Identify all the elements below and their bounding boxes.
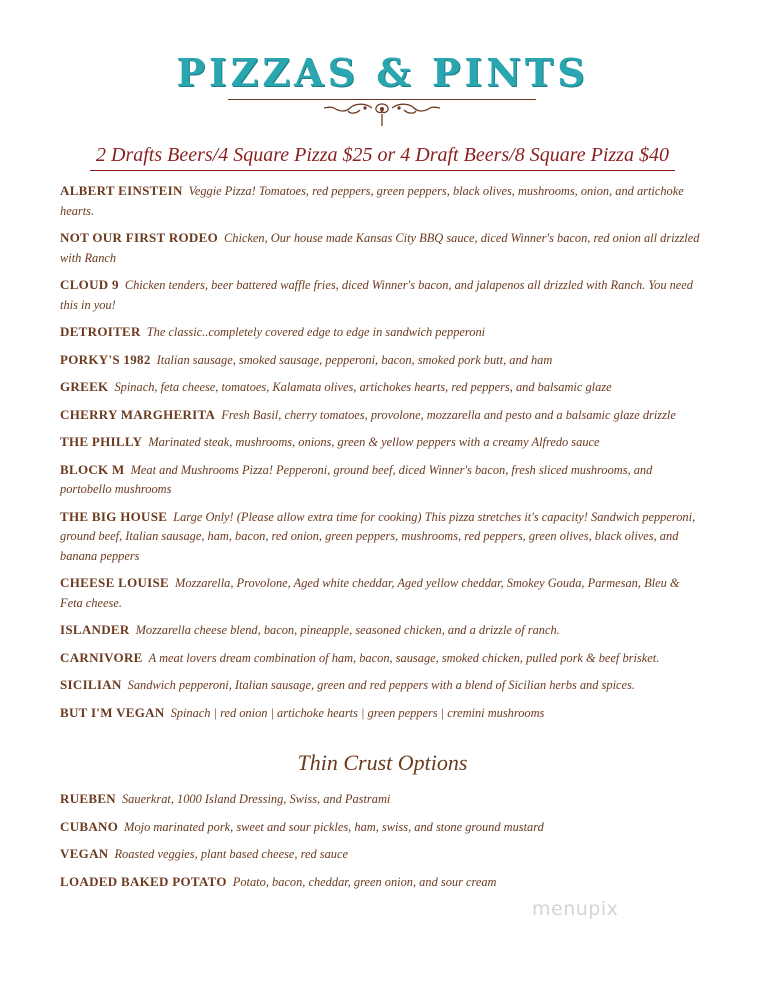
- item-name: CHEESE LOUISE: [60, 575, 170, 590]
- item-desc: Potato, bacon, cheddar, green onion, and sour cream: [232, 874, 497, 889]
- item-desc: Spinach | red onion | artichoke hearts | green peppers | cremini mushrooms: [170, 705, 545, 720]
- item-desc: Roasted veggies, plant based cheese, red sauce: [114, 847, 348, 861]
- item-desc: Sandwich pepperoni, Italian sausage, green and red peppers with a blend of Sicilian herbs and spices.: [127, 678, 635, 692]
- menu-item: [60, 507, 705, 567]
- item-desc: Chicken tenders, beer battered waffle fries, diced Winner's bacon, and jalapenos all drizzled with Ranch. You need this in you!: [60, 278, 694, 312]
- item-name: THE PHILLY: [60, 434, 143, 449]
- menu-item: [60, 350, 705, 371]
- item-name: SICILIAN: [60, 677, 122, 692]
- item-desc: Italian sausage, smoked sausage, pepperoni, bacon, smoked pork butt, and ham: [156, 352, 553, 367]
- menu-item: [60, 432, 705, 453]
- item-name: CHERRY MARGHERITA: [60, 406, 216, 422]
- menu-item: [60, 322, 705, 343]
- item-desc: Sauerkrat, 1000 Island Dressing, Swiss, and Pastrami: [121, 792, 391, 806]
- menu-item: [60, 181, 705, 221]
- item-name: CLOUD 9: [60, 277, 119, 292]
- menu-item: [60, 405, 705, 426]
- menu-item: [60, 275, 705, 315]
- item-name: CARNIVORE: [60, 649, 143, 665]
- menu-item: [60, 872, 705, 893]
- menu-title: PIZZAS & PINTS: [176, 50, 589, 95]
- item-desc: Mozzarella, Provolone, Aged white cheddar, Aged yellow cheddar, Smokey Gouda, Parmesan, Bleu & Feta cheese.: [60, 576, 680, 610]
- item-desc: Chicken, Our house made Kansas City BBQ sauce, diced Winner's bacon, red onion all drizzled with Ranch: [60, 231, 700, 265]
- menu-item: [60, 817, 705, 838]
- item-name: CUBANO: [60, 818, 119, 834]
- item-name: GREEK: [60, 379, 109, 394]
- item-name: DETROITER: [60, 324, 141, 339]
- item-desc: A meat lovers dream combination of ham, bacon, sausage, smoked chicken, pulled pork & beef brisket.: [148, 650, 660, 665]
- item-desc: Large Only! (Please allow extra time for cooking) This pizza stretches it's capacity! Sandwich pepperoni, ground beef, Italian sausage, ham, bacon, red onion, green peppers, mushrooms, red peppers, green olives, black olives, and banana peppers: [60, 509, 696, 563]
- menu-item: [60, 789, 705, 810]
- item-desc: Marinated steak, mushrooms, onions, green & yellow peppers with a creamy Alfredo sauce: [148, 435, 600, 449]
- item-desc: The classic..completely covered edge to edge in sandwich pepperoni: [146, 325, 486, 339]
- item-desc: Meat and Mushrooms Pizza! Pepperoni, ground beef, diced Winner's bacon, fresh sliced mushrooms, and portobello mushrooms: [60, 462, 653, 496]
- menu-item: [60, 844, 705, 865]
- item-desc: Veggie Pizza! Tomatoes, red peppers, green peppers, black olives, mushrooms, onion, and artichoke hearts.: [60, 184, 684, 218]
- menu-item: [60, 703, 705, 724]
- item-name: ISLANDER: [60, 622, 130, 637]
- thin-crust-list: [60, 789, 705, 899]
- item-name: NOT OUR FIRST RODEO: [60, 230, 218, 245]
- item-name: RUEBEN: [60, 791, 116, 806]
- menu-item: [60, 675, 705, 696]
- menu-item: [60, 377, 705, 398]
- thin-crust-heading: Thin Crust Options: [297, 750, 468, 775]
- item-name: PORKY'S 1982: [60, 351, 151, 367]
- menu-item: [60, 460, 705, 500]
- menu-item: [60, 228, 705, 268]
- menu-item: [60, 648, 705, 669]
- watermark: menupix: [532, 898, 619, 920]
- pizza-list: [60, 181, 705, 730]
- item-desc: Fresh Basil, cherry tomatoes, provolone, mozzarella and pesto and a balsamic glaze drizzle: [221, 407, 676, 422]
- item-name: LOADED BAKED POTATO: [60, 873, 227, 889]
- flourish-ornament-icon: [320, 100, 444, 130]
- item-name: THE BIG HOUSE: [60, 508, 168, 524]
- item-name: BLOCK M: [60, 461, 125, 477]
- item-desc: Spinach, feta cheese, tomatoes, Kalamata olives, artichokes hearts, red peppers, and balsamic glaze: [114, 380, 612, 394]
- item-name: BUT I'M VEGAN: [60, 704, 165, 720]
- deal-banner: 2 Drafts Beers/4 Square Pizza $25 or 4 Draft Beers/8 Square Pizza $40: [96, 144, 669, 166]
- menu-item: [60, 620, 705, 641]
- menu-item: [60, 573, 705, 613]
- deal-underline: [90, 170, 675, 171]
- item-desc: Mojo marinated pork, sweet and sour pickles, ham, swiss, and stone ground mustard: [124, 819, 544, 834]
- item-name: VEGAN: [60, 846, 109, 861]
- item-name: ALBERT EINSTEIN: [60, 183, 183, 198]
- item-desc: Mozzarella cheese blend, bacon, pineapple, seasoned chicken, and a drizzle of ranch.: [135, 623, 560, 637]
